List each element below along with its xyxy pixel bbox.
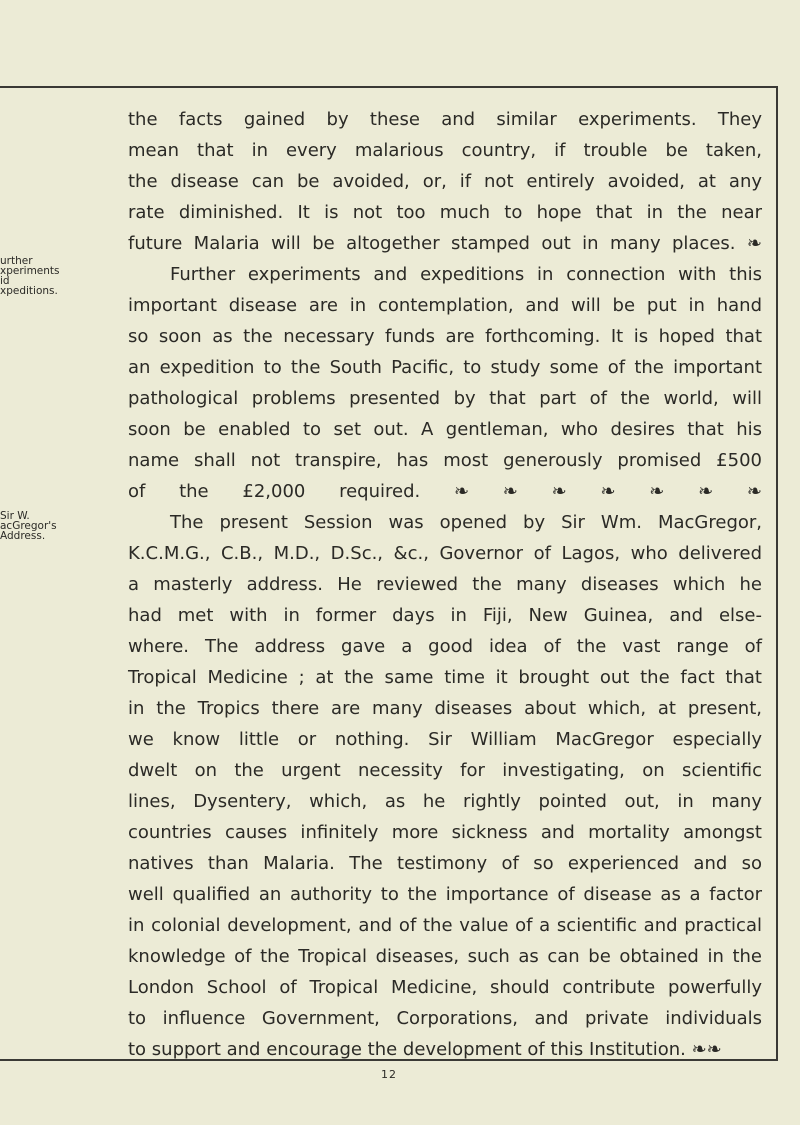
text-line: name shall not transpire, has most generously promised £500 [128, 450, 762, 471]
text-line: we know little or nothing. Sir William MacGregor especially [128, 729, 762, 750]
text-line: to support and encourage the development of this Institution. ❧❧ [128, 1039, 722, 1060]
text-line: natives than Malaria. The testimony of so experienced and so [128, 853, 762, 874]
text-line: dwelt on the urgent necessity for investigating, on scientific [128, 760, 762, 781]
margin-note-line: xperiments [0, 265, 60, 277]
margin-note-macgregor-address [0, 511, 72, 541]
body-text [128, 104, 762, 1065]
margin-note-line: acGregor's [0, 520, 57, 532]
margin-note-line: xpeditions. [0, 285, 58, 297]
text-line: had met with in former days in Fiji, New Guinea, and else- [128, 605, 762, 626]
margin-note-line: Address. [0, 530, 46, 542]
page-number: 12 [381, 1068, 397, 1081]
text-line: of the £2,000 required. ❧ ❧ ❧ ❧ ❧ ❧ ❧ [128, 481, 762, 502]
margin-note-line: Sir W. [0, 510, 30, 522]
margin-note-further-experiments [0, 256, 72, 296]
text-line: lines, Dysentery, which, as he rightly pointed out, in many [128, 791, 762, 812]
text-line: mean that in every malarious country, if trouble be taken, [128, 140, 762, 161]
text-line: rate diminished. It is not too much to hope that in the near [128, 202, 762, 223]
text-line: knowledge of the Tropical diseases, such as can be obtained in the [128, 946, 762, 967]
text-line: important disease are in contemplation, and will be put in hand [128, 295, 762, 316]
margin-note-line: urther [0, 255, 33, 267]
text-line: pathological problems presented by that part of the world, will [128, 388, 762, 409]
text-line: where. The address gave a good idea of the vast range of [128, 636, 762, 657]
text-line: London School of Tropical Medicine, should contribute powerfully [128, 977, 762, 998]
text-line: the facts gained by these and similar experiments. They [128, 109, 762, 130]
text-line: well qualified an authority to the importance of disease as a factor [128, 884, 762, 905]
paragraph-start-line: Further experiments and expeditions in connection with this [170, 264, 762, 285]
text-line: so soon as the necessary funds are forthcoming. It is hoped that [128, 326, 762, 347]
text-line: soon be enabled to set out. A gentleman, who desires that his [128, 419, 762, 440]
paragraph-start-line: The present Session was opened by Sir Wm. MacGregor, [170, 512, 762, 533]
text-line: countries causes infinitely more sickness and mortality amongst [128, 822, 762, 843]
text-line: K.C.M.G., C.B., M.D., D.Sc., &c., Governor of Lagos, who delivered [128, 543, 762, 564]
text-line: in colonial development, and of the value of a scientific and practical [128, 915, 762, 936]
margin-note-line: id [0, 275, 10, 287]
text-line: the disease can be avoided, or, if not entirely avoided, at any [128, 171, 762, 192]
top-border-rule [0, 86, 778, 88]
text-line: Tropical Medicine ; at the same time it brought out the fact that [128, 667, 762, 688]
text-line: future Malaria will be altogether stamped out in many places. ❧ [128, 233, 762, 254]
text-line: in the Tropics there are many diseases about which, at present, [128, 698, 762, 719]
text-line: a masterly address. He reviewed the many diseases which he [128, 574, 762, 595]
text-line: to influence Government, Corporations, and private individuals [128, 1008, 762, 1029]
right-border-rule [776, 86, 778, 1061]
text-line: an expedition to the South Pacific, to study some of the important [128, 357, 762, 378]
